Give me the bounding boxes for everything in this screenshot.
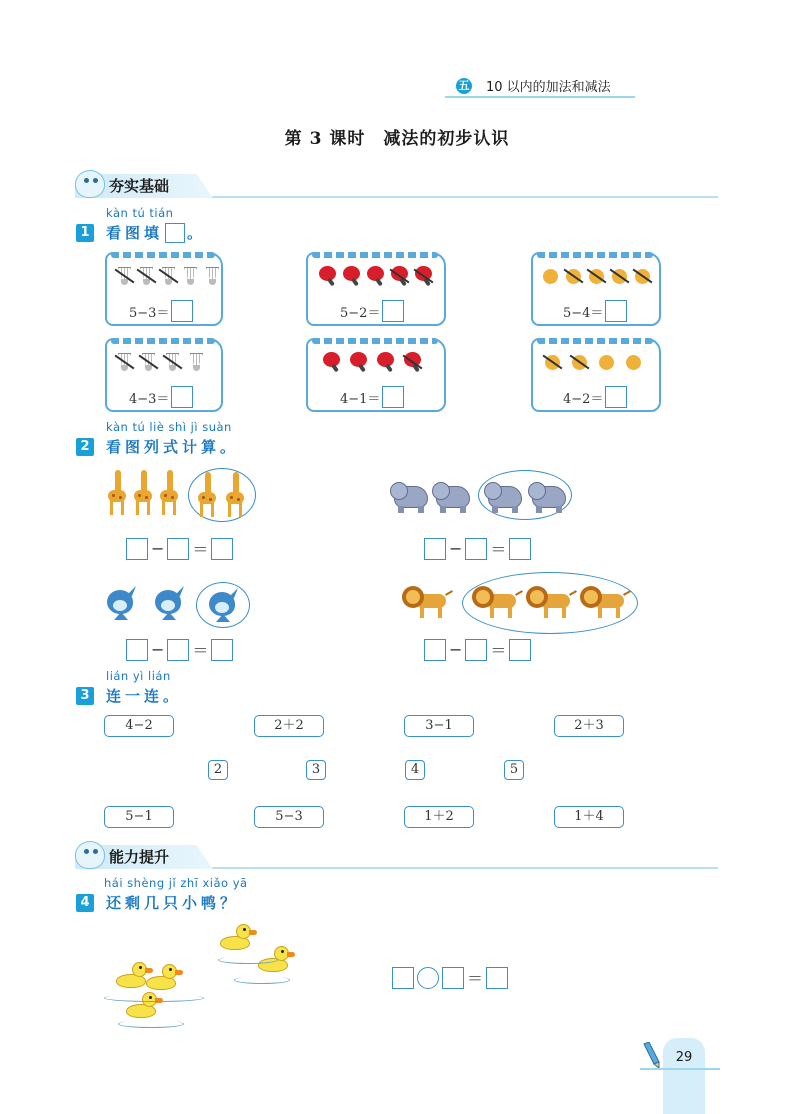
lion-icon (526, 584, 576, 620)
shuttlecock-icon (203, 266, 221, 286)
answer-input[interactable] (167, 639, 189, 661)
chapter-title: 10 以内的加法和减法 (486, 80, 611, 95)
hippo-group (390, 480, 472, 514)
shuttlecock-icon (163, 352, 181, 372)
answer-input[interactable] (424, 639, 446, 661)
ball-icon (570, 352, 588, 372)
section-header-basics (75, 174, 718, 198)
dolphin-group (104, 586, 186, 622)
hippo-group-circled (484, 480, 568, 514)
match-expression[interactable]: 1＋4 (554, 806, 624, 828)
equation-row: − ＝ (126, 537, 233, 560)
answer-input[interactable] (465, 538, 487, 560)
q3-prompt: 连一连 。 (106, 687, 183, 705)
paddle-icon (366, 266, 384, 286)
chapter-badge: 五 (456, 78, 472, 94)
paddle-icon (390, 266, 408, 286)
match-expression[interactable]: 3−1 (404, 715, 474, 737)
answer-input[interactable] (382, 300, 404, 322)
q4-text: 还剩几只小鸭 (106, 894, 221, 912)
lion-icon (580, 584, 630, 620)
dolphin-icon (104, 586, 138, 622)
giraffe-icon (106, 470, 128, 516)
equation-row: − ＝ (126, 638, 233, 661)
q4-prompt: 还剩几只小鸭 ？ (106, 894, 240, 912)
shuttlecock-icon (139, 352, 157, 372)
shuttlecock-icon (159, 266, 177, 286)
match-number[interactable]: 4 (405, 760, 425, 780)
dolphin-icon (206, 588, 240, 624)
q2-prompt: 看图列式计算 。 (106, 438, 240, 456)
q3-number: 3 (76, 687, 94, 705)
ball-icon (610, 266, 628, 286)
shuttlecock-icon (115, 266, 133, 286)
mascot-icon (75, 841, 105, 869)
equation-text: 4−2＝ (563, 391, 604, 407)
equation-row: − ＝ (424, 537, 531, 560)
q3-pinyin: lián yì lián (106, 669, 171, 683)
giraffe-icon (224, 472, 246, 518)
q1-number: 1 (76, 224, 94, 242)
answer-input[interactable] (486, 967, 508, 989)
duck-illustration (104, 924, 300, 1030)
ball-icon (541, 266, 559, 286)
lion-icon (472, 584, 522, 620)
match-expression[interactable]: 1＋2 (404, 806, 474, 828)
q2-number: 2 (76, 438, 94, 456)
giraffe-icon (158, 470, 180, 516)
ball-icon (633, 266, 651, 286)
answer-input[interactable] (424, 538, 446, 560)
answer-input[interactable] (171, 386, 193, 408)
giraffe-icon (132, 470, 154, 516)
answer-input[interactable] (211, 639, 233, 661)
shuttlecock-icon (187, 352, 205, 372)
answer-input[interactable] (509, 538, 531, 560)
picture-card (531, 338, 661, 412)
giraffe-group-circled (196, 472, 246, 518)
hippo-icon (484, 480, 524, 514)
q1-text: 看图填 (106, 224, 164, 242)
equation-text: 5−2＝ (340, 305, 381, 321)
page-number: 29 (675, 1050, 693, 1065)
shuttlecock-icon (181, 266, 199, 286)
q1-pinyin: kàn tú tián (106, 206, 174, 220)
duck-icon (144, 964, 184, 994)
paddle-icon (342, 266, 360, 286)
match-expression[interactable]: 5−1 (104, 806, 174, 828)
paddle-icon (318, 266, 336, 286)
equation-text: 5−4＝ (563, 305, 604, 321)
giraffe-group (106, 470, 180, 516)
answer-box-icon (165, 223, 185, 243)
equation-row: − ＝ (424, 638, 531, 661)
answer-input[interactable] (126, 538, 148, 560)
q1-prompt: 看图填 。 (106, 224, 207, 242)
answer-input[interactable] (442, 967, 464, 989)
picture-card (105, 338, 223, 412)
lesson-title: 第 3 课时 减法的初步认识 (284, 129, 510, 149)
equation-text: 5−3＝ (129, 305, 170, 321)
match-number[interactable]: 2 (208, 760, 228, 780)
q4-number: 4 (76, 894, 94, 912)
lion-icon (402, 584, 452, 620)
pencil-icon (638, 1042, 662, 1068)
giraffe-icon (196, 472, 218, 518)
picture-card (105, 252, 223, 326)
mascot-icon (75, 170, 105, 198)
answer-input[interactable] (605, 386, 627, 408)
ball-icon (597, 352, 615, 372)
section-label: 能力提升 (109, 848, 170, 866)
answer-input[interactable] (392, 967, 414, 989)
lion-group (402, 584, 452, 620)
ball-icon (543, 352, 561, 372)
answer-input[interactable] (382, 386, 404, 408)
q4-pinyin: hái shèng jǐ zhī xiǎo yā (104, 876, 248, 890)
picture-card (531, 252, 661, 326)
answer-input[interactable] (126, 639, 148, 661)
hippo-icon (432, 480, 472, 514)
ball-icon (587, 266, 605, 286)
answer-input[interactable] (465, 639, 487, 661)
paddle-icon (349, 352, 367, 372)
ball-icon (624, 352, 642, 372)
duck-icon (218, 924, 258, 954)
picture-card (306, 338, 446, 412)
q4-equation-row: ＝ (392, 966, 508, 989)
equation-text: 4−1＝ (340, 391, 381, 407)
picture-card (306, 252, 446, 326)
equation-text: 4−3＝ (129, 391, 170, 407)
answer-input[interactable] (605, 300, 627, 322)
match-number[interactable]: 5 (504, 760, 524, 780)
q2-pinyin: kàn tú liè shì jì suàn (106, 420, 232, 434)
answer-input[interactable] (171, 300, 193, 322)
answer-input[interactable] (211, 538, 233, 560)
match-expression[interactable]: 5−3 (254, 806, 324, 828)
lion-group-circled (472, 584, 630, 620)
answer-input[interactable] (509, 639, 531, 661)
paddle-icon (322, 352, 340, 372)
hippo-icon (390, 480, 430, 514)
answer-input[interactable] (167, 538, 189, 560)
section-header-advanced (75, 845, 718, 869)
shuttlecock-icon (115, 352, 133, 372)
section-label: 夯实基础 (109, 177, 170, 195)
footer-line (640, 1068, 720, 1070)
q2-text: 看图列式计算 (106, 438, 221, 456)
ball-icon (564, 266, 582, 286)
shuttlecock-icon (137, 266, 155, 286)
match-expression[interactable]: 4−2 (104, 715, 174, 737)
match-expression[interactable]: 2＋2 (254, 715, 324, 737)
dolphin-group-circled (206, 588, 240, 624)
dolphin-icon (152, 586, 186, 622)
q3-text: 连一连 (106, 687, 164, 705)
match-expression[interactable]: 2＋3 (554, 715, 624, 737)
paddle-icon (376, 352, 394, 372)
operator-circle-input[interactable] (417, 967, 439, 989)
paddle-icon (403, 352, 421, 372)
match-number[interactable]: 3 (306, 760, 326, 780)
paddle-icon (414, 266, 432, 286)
hippo-icon (528, 480, 568, 514)
